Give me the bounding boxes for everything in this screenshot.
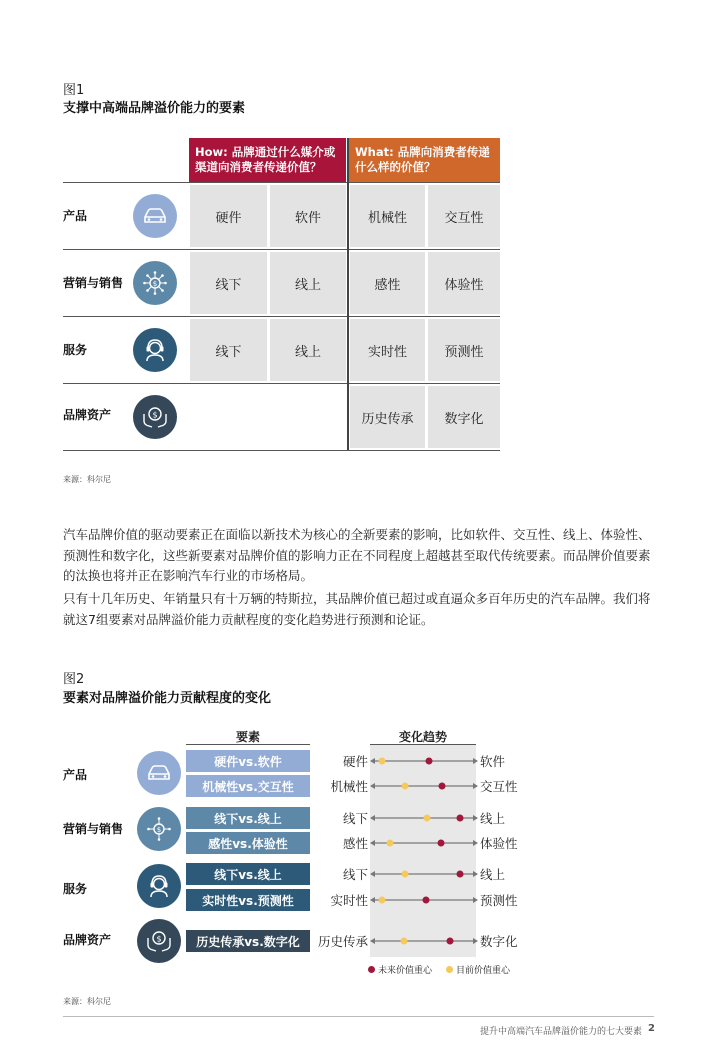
- future-value-marker: [457, 815, 464, 822]
- figure-1-source: 来源：科尔尼: [63, 475, 111, 484]
- svg-text:$: $: [156, 826, 162, 834]
- trend-track: [368, 811, 480, 825]
- legend-current-label: 目前价值重心: [456, 966, 511, 976]
- trend-track: [368, 779, 480, 793]
- trend-track: [368, 893, 480, 907]
- future-value-marker: [438, 840, 445, 847]
- trend-left-label: 硬件: [342, 754, 368, 769]
- column-divider: [347, 138, 349, 450]
- row-label-product: 产品: [63, 209, 88, 223]
- svg-text:$: $: [152, 410, 158, 420]
- column-header-elements: 要素: [235, 730, 260, 744]
- trend-left-label: 机械性: [330, 779, 368, 794]
- arrow-left-icon: [370, 840, 375, 846]
- figure-2-label: 图2: [63, 672, 85, 687]
- group-label-brand: 品牌资产: [63, 933, 112, 947]
- legend-future-marker: [368, 966, 375, 973]
- trend-left-label: 线下: [342, 811, 368, 826]
- trend-left-label: 历史传承: [317, 934, 368, 949]
- current-value-marker: [379, 758, 386, 765]
- element-pair-label: 线下vs.线上: [186, 807, 310, 829]
- table-rule: [63, 383, 500, 384]
- group-label-marketing: 营销与销售: [63, 822, 124, 836]
- cell-online: 线上: [270, 252, 346, 314]
- arrow-left-icon: [370, 783, 375, 789]
- body-paragraph-1: 汽车品牌价值的驱动要素正在面临以新技术为核心的全新要素的影响，比如软件、交互性、线上、体验性、预测性和数字化，这些新要素对品牌价值的影响力正在不同程度上超越甚至取代传统要素。而品牌价值要素的汰换也将并正在影响汽车行业的市场格局。: [63, 527, 651, 583]
- arrow-right-icon: [473, 840, 478, 846]
- cell-mechanical: 机械性: [350, 185, 425, 247]
- arrow-right-icon: [473, 897, 478, 903]
- figure-2-title: 要素对品牌溢价能力贡献程度的变化: [63, 691, 272, 706]
- arrow-right-icon: [473, 758, 478, 764]
- element-pair-label: 线下vs.线上: [186, 863, 310, 885]
- figure-1-title: 支撑中高端品牌溢价能力的要素: [63, 101, 246, 116]
- cell-hardware: 硬件: [190, 185, 267, 247]
- trend-track: [368, 754, 480, 768]
- row-label-brand: 品牌资产: [63, 408, 112, 422]
- cell-experiential: 体验性: [428, 252, 500, 314]
- cell-realtime: 实时性: [350, 319, 425, 381]
- group-label-service: 服务: [63, 882, 88, 896]
- cell-emotional: 感性: [350, 252, 425, 314]
- money-network-icon: [137, 807, 181, 851]
- current-value-marker: [387, 840, 394, 847]
- car-icon: [137, 751, 181, 795]
- figure-2-source: 来源：科尔尼: [63, 997, 111, 1006]
- arrow-left-icon: [370, 815, 375, 821]
- future-value-marker: [426, 758, 433, 765]
- hands-coin-icon: [133, 395, 177, 439]
- trend-track: [368, 867, 480, 881]
- row-label-service: 服务: [63, 343, 88, 357]
- arrow-right-icon: [473, 815, 478, 821]
- cell-offline-service: 线下: [190, 319, 267, 381]
- body-paragraph-2: 只有十几年历史、年销量只有十万辆的特斯拉，其品牌价值已超过或直逼众多百年历史的汽车品牌。我们将就这7组要素对品牌溢价能力贡献程度的变化趋势进行预测和论证。: [63, 591, 651, 627]
- trend-left-label: 实时性: [330, 893, 368, 908]
- cell-heritage: 历史传承: [350, 386, 425, 448]
- future-value-marker: [439, 783, 446, 790]
- figure-1-label: 图1: [63, 83, 85, 98]
- current-value-marker: [402, 871, 409, 878]
- trend-left-label: 线下: [342, 867, 368, 882]
- trend-right-label: 预测性: [480, 893, 518, 908]
- hands-coin-icon: [137, 919, 181, 963]
- arrow-left-icon: [370, 871, 375, 877]
- footer-title: 提升中高端汽车品牌溢价能力的七大要素: [479, 1027, 642, 1037]
- trend-track: [368, 934, 480, 948]
- headset-icon: [133, 328, 177, 372]
- cell-online-service: 线上: [270, 319, 346, 381]
- element-pair-label: 机械性vs.交互性: [186, 775, 310, 797]
- element-pair-label: 硬件vs.软件: [186, 750, 310, 772]
- current-value-marker: [402, 783, 409, 790]
- future-value-marker: [457, 871, 464, 878]
- arrow-left-icon: [370, 938, 375, 944]
- arrow-left-icon: [370, 758, 375, 764]
- table-rule: [63, 316, 500, 317]
- current-value-marker: [401, 938, 408, 945]
- table-rule: [63, 450, 500, 451]
- arrow-right-icon: [473, 871, 478, 877]
- arrow-right-icon: [473, 783, 478, 789]
- cell-software: 软件: [270, 185, 346, 247]
- trend-right-label: 数字化: [480, 934, 518, 949]
- trend-right-label: 线上: [480, 867, 506, 882]
- element-pair-label: 历史传承vs.数字化: [186, 930, 310, 952]
- money-network-icon: [133, 261, 177, 305]
- legend-future-label: 未来价值重心: [378, 966, 433, 976]
- future-value-marker: [423, 897, 430, 904]
- trend-right-label: 软件: [480, 754, 506, 769]
- cell-interactive: 交互性: [428, 185, 500, 247]
- arrow-left-icon: [370, 897, 375, 903]
- cell-offline: 线下: [190, 252, 267, 314]
- row-label-marketing: 营销与销售: [63, 276, 124, 290]
- trend-right-label: 体验性: [480, 836, 518, 851]
- trend-right-label: 线上: [480, 811, 506, 826]
- trend-panel: [370, 745, 476, 957]
- trend-track: [368, 836, 480, 850]
- element-pair-label: 实时性vs.预测性: [186, 889, 310, 911]
- how-header: How: 品牌通过什么媒介或渠道向消费者传递价值？: [189, 138, 346, 182]
- current-value-marker: [424, 815, 431, 822]
- legend-current-marker: [446, 966, 453, 973]
- arrow-right-icon: [473, 938, 478, 944]
- cell-predictive: 预测性: [428, 319, 500, 381]
- group-label-product: 产品: [63, 768, 88, 782]
- cell-digital: 数字化: [428, 386, 500, 448]
- table-rule: [63, 182, 500, 183]
- svg-text:$: $: [156, 934, 162, 944]
- header-rule: [186, 744, 310, 745]
- car-icon: [133, 194, 177, 238]
- table-rule: [63, 249, 500, 250]
- svg-text:$: $: [152, 280, 158, 288]
- headset-icon: [137, 864, 181, 908]
- column-header-trend: 变化趋势: [398, 730, 447, 744]
- what-header: What: 品牌向消费者传递什么样的价值？: [349, 138, 500, 182]
- element-pair-label: 感性vs.体验性: [186, 832, 310, 854]
- current-value-marker: [379, 897, 386, 904]
- future-value-marker: [447, 938, 454, 945]
- legend: [368, 963, 510, 976]
- page-number: 2: [648, 1023, 655, 1034]
- trend-left-label: 感性: [342, 836, 368, 851]
- footer-rule: [63, 1016, 654, 1017]
- trend-right-label: 交互性: [480, 779, 518, 794]
